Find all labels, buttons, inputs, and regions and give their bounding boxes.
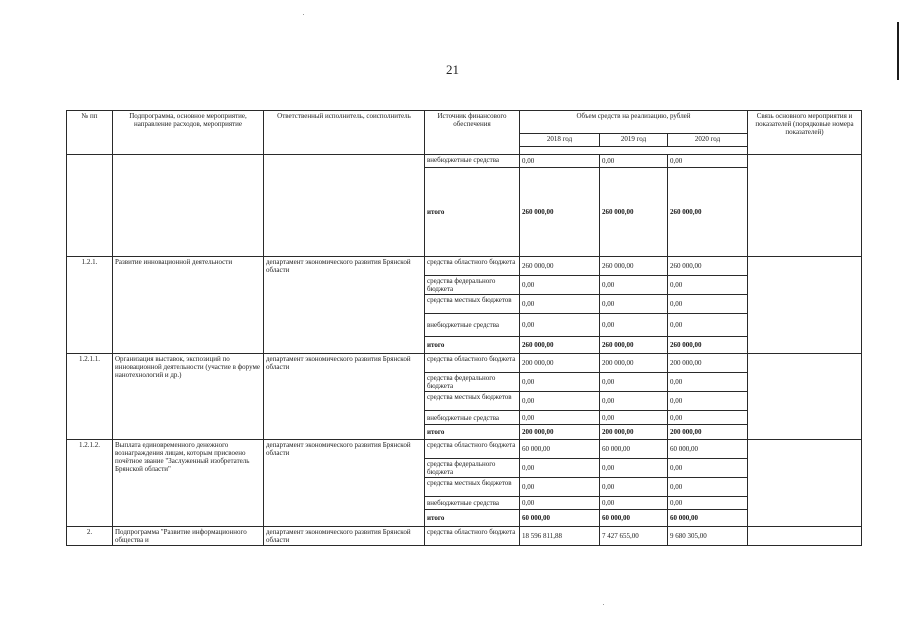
row-source: средства областного бюджета: [425, 527, 520, 546]
row-source: средства местных бюджетов: [425, 392, 520, 411]
header-year: 2019 год: [600, 134, 668, 147]
row-value: 60 000,00: [668, 440, 748, 459]
row-executor: департамент экономического развития Брянской области: [264, 257, 425, 354]
row-executor: [264, 155, 425, 257]
row-value: 0,00: [668, 497, 748, 510]
header-num: № пп: [67, 111, 113, 155]
row-source: средства федерального бюджета: [425, 373, 520, 392]
row-executor: департамент экономического развития Брянской области: [264, 354, 425, 440]
row-source: средства местных бюджетов: [425, 478, 520, 497]
row-value: 0,00: [600, 478, 668, 497]
row-num: 1.2.1.: [67, 257, 113, 354]
header-year: 2020 год: [668, 134, 748, 147]
row-value: 0,00: [600, 314, 668, 337]
header-volume: Объем средств на реализацию, рублей: [520, 111, 748, 134]
table-row: [67, 155, 862, 168]
row-value: 260 000,00: [520, 168, 600, 257]
row-value: 60 000,00: [600, 440, 668, 459]
row-value: 0,00: [520, 459, 600, 478]
row-value: 0,00: [600, 276, 668, 295]
row-num: 2.: [67, 527, 113, 546]
row-value: 0,00: [520, 155, 600, 168]
row-value: 0,00: [520, 314, 600, 337]
row-source: итого: [425, 168, 520, 257]
row-name: [113, 155, 264, 257]
row-value: 9 680 305,00: [668, 527, 748, 546]
row-value: 260 000,00: [668, 257, 748, 276]
table-row: [67, 440, 862, 459]
row-value: 0,00: [520, 392, 600, 411]
row-value: 260 000,00: [668, 168, 748, 257]
row-value: 0,00: [668, 392, 748, 411]
row-source: средства областного бюджета: [425, 440, 520, 459]
row-source: внебюджетные средства: [425, 411, 520, 425]
row-value: 0,00: [668, 295, 748, 314]
row-value: 260 000,00: [520, 337, 600, 354]
row-value: 260 000,00: [600, 257, 668, 276]
row-value: 18 596 811,88: [520, 527, 600, 546]
row-value: 200 000,00: [600, 425, 668, 440]
row-link: [748, 527, 862, 546]
row-value: 0,00: [600, 373, 668, 392]
row-value: 200 000,00: [520, 425, 600, 440]
row-value: 260 000,00: [668, 337, 748, 354]
row-name: Организация выставок, экспозиций по инновационной деятельности (участие в форуме нанотехнологий и др.): [113, 354, 264, 440]
row-link: [748, 155, 862, 257]
row-value: 200 000,00: [600, 354, 668, 373]
row-num: 1.2.1.2.: [67, 440, 113, 527]
row-executor: департамент экономического развития Брянской области: [264, 440, 425, 527]
row-value: 0,00: [668, 373, 748, 392]
row-source: внебюджетные средства: [425, 155, 520, 168]
scan-speck: [603, 604, 604, 605]
row-value: 0,00: [668, 314, 748, 337]
row-value: 0,00: [520, 295, 600, 314]
row-source: средства федерального бюджета: [425, 276, 520, 295]
row-value: 260 000,00: [520, 257, 600, 276]
header-gap: [520, 147, 748, 155]
row-source: внебюджетные средства: [425, 314, 520, 337]
row-name: Подпрограмма "Развитие информационного общества и: [113, 527, 264, 546]
header-subprogram: Подпрограмма, основное мероприятие, направление расходов, мероприятие: [113, 111, 264, 155]
row-source: итого: [425, 425, 520, 440]
row-value: 0,00: [520, 373, 600, 392]
row-value: 60 000,00: [520, 440, 600, 459]
row-source: итого: [425, 337, 520, 354]
page-number: 21: [446, 62, 459, 77]
row-source: внебюджетные средства: [425, 497, 520, 510]
row-value: 0,00: [600, 295, 668, 314]
row-source: средства федерального бюджета: [425, 459, 520, 478]
row-value: 260 000,00: [600, 337, 668, 354]
row-executor: департамент экономического развития Брянской области: [264, 527, 425, 546]
row-value: 200 000,00: [668, 425, 748, 440]
table-row: [67, 257, 862, 276]
scan-edge-mark: [897, 22, 899, 80]
row-value: 200 000,00: [668, 354, 748, 373]
row-value: 60 000,00: [520, 510, 600, 527]
header-source: Источник финансового обеспечения: [425, 111, 520, 155]
header-link: Связь основного мероприятия и показателей (порядковые номера показателей): [748, 111, 862, 155]
row-link: [748, 257, 862, 354]
scan-speck: [303, 14, 304, 15]
row-source: средства местных бюджетов: [425, 295, 520, 314]
row-name: Выплата единовременного денежного вознаграждения лицам, которым присвоено почётное звание "Заслуженный изобретатель Брянской области": [113, 440, 264, 527]
header-row: [67, 111, 862, 134]
row-name: Развитие инновационной деятельности: [113, 257, 264, 354]
row-value: 0,00: [600, 392, 668, 411]
row-link: [748, 440, 862, 527]
row-value: 0,00: [520, 276, 600, 295]
header-year: 2018 год: [520, 134, 600, 147]
table-row: [67, 527, 862, 546]
row-link: [748, 354, 862, 440]
row-value: 0,00: [520, 497, 600, 510]
row-value: 0,00: [600, 497, 668, 510]
row-num: 1.2.1.1.: [67, 354, 113, 440]
financing-table: [66, 110, 862, 546]
row-value: 0,00: [668, 411, 748, 425]
row-value: 0,00: [668, 276, 748, 295]
row-value: 60 000,00: [600, 510, 668, 527]
row-value: 60 000,00: [668, 510, 748, 527]
row-value: 0,00: [668, 155, 748, 168]
row-value: 260 000,00: [600, 168, 668, 257]
row-value: 0,00: [600, 155, 668, 168]
row-value: 0,00: [600, 411, 668, 425]
table-row: [67, 354, 862, 373]
header-executor: Ответственный исполнитель, соисполнитель: [264, 111, 425, 155]
row-source: итого: [425, 510, 520, 527]
row-value: 0,00: [668, 459, 748, 478]
row-value: 0,00: [600, 459, 668, 478]
row-value: 7 427 655,00: [600, 527, 668, 546]
row-value: 0,00: [520, 411, 600, 425]
row-source: средства областного бюджета: [425, 257, 520, 276]
row-source: средства областного бюджета: [425, 354, 520, 373]
row-value: 0,00: [668, 478, 748, 497]
row-num: [67, 155, 113, 257]
row-value: 200 000,00: [520, 354, 600, 373]
row-value: 0,00: [520, 478, 600, 497]
